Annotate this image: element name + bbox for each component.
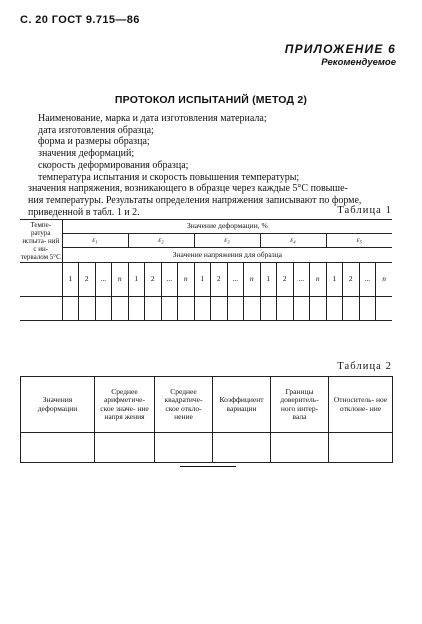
column-relative-deviation: Относитель- ное отклоне- ние [329,377,393,433]
column-variation: Коэффициент вариации [213,377,271,433]
table-cell [343,297,360,321]
deformation-header: Значение деформации, % [62,220,392,234]
sample-cell: 2 [343,263,360,297]
table-cell [21,433,95,463]
sample-cell: ... [293,263,310,297]
sample-cell: ... [227,263,244,297]
body-line: форма и размеры образца; [38,136,150,148]
column-confidence: Границы доверитель- ного интер- вала [271,377,329,433]
temperature-header: Темпе- ратура испыта- ний с ин- тервалом 5°С [20,221,61,261]
table2-data-row [21,433,393,463]
stress-header: Значение напряжения для образца [62,248,392,263]
sample-cell: 2 [79,263,96,297]
table-cell [194,297,211,321]
body-line: значения деформаций; [38,148,135,160]
column-mean: Среднее арифметиче- ское значе- ние напря жения [95,377,155,433]
table-cell [145,297,162,321]
sample-cell: ... [161,263,178,297]
column-std-dev: Среднее квадратиче- ское откло- нение [155,377,213,433]
document-title: ПРОТОКОЛ ИСПЫТАНИЙ (МЕТОД 2) [114,94,308,106]
body-line: скорость деформирования образца; [38,159,189,171]
table2-caption: Таблица 2 [337,361,392,372]
table-cell [95,297,112,321]
sample-cell: n [178,263,195,297]
table-2 [20,376,393,463]
deformation-e2: ε₂ [128,233,194,248]
sample-cell: 1 [128,263,145,297]
table-cell [277,297,294,321]
table-cell [293,297,310,321]
table-cell [260,297,277,321]
table-cell [213,433,271,463]
sample-cell: 2 [145,263,162,297]
page-reference: С. 20 ГОСТ 9.715—86 [20,14,140,26]
sample-cell: ... [95,263,112,297]
body-line: дата изготовления образца; [38,124,154,136]
deformation-e4: ε₄ [260,233,326,248]
sample-cell: 2 [211,263,228,297]
body-line: ния температуры. Результаты определения напряжения записывают по форме, [28,194,362,206]
sample-cell: 1 [62,263,79,297]
protocol-fields [28,113,398,218]
table-cell [155,433,213,463]
table-cell [329,433,393,463]
sample-cell: 1 [326,263,343,297]
table-cell [20,297,62,321]
deformation-e5: ε₅ [326,233,392,248]
sample-cell: n [112,263,129,297]
sample-cell: n [244,263,261,297]
table-cell [359,297,376,321]
sample-cell: 1 [194,263,211,297]
deformation-e1: ε₁ [62,233,128,248]
body-line: приведенной в табл. 1 и 2. [28,206,140,218]
sample-cell: 1 [260,263,277,297]
table1-caption: Таблица 1 [337,205,392,216]
column-deformation: Значения деформации [21,377,95,433]
table-cell [227,297,244,321]
end-rule [180,466,236,467]
table-cell [271,433,329,463]
table-cell [244,297,261,321]
table-cell [128,297,145,321]
table2-header-row [21,377,393,433]
data-row [20,297,392,321]
sample-index-row [20,263,392,297]
body-line: Наименование, марка и дата изготовления материала; [38,113,267,124]
table-cell [310,297,327,321]
table-cell [95,433,155,463]
sample-cell: n [376,263,393,297]
body-line: значения напряжения, возникающего в образце через каждые 5°С повыше- [28,183,348,195]
sample-cell: ... [359,263,376,297]
table-cell [178,297,195,321]
table-cell [376,297,393,321]
table-cell [161,297,178,321]
table-cell [326,297,343,321]
appendix-title: ПРИЛОЖЕНИЕ 6 [284,42,396,56]
deformation-e3: ε₃ [194,233,260,248]
table-cell [211,297,228,321]
table-cell [20,263,62,297]
sample-cell: 2 [277,263,294,297]
appendix-status: Рекомендуемое [321,57,396,68]
table-cell [112,297,129,321]
table-cell [62,297,79,321]
sample-cell: n [310,263,327,297]
body-line: температура испытания и скорость повышения температуры; [38,171,300,183]
table-cell [79,297,96,321]
table-1 [20,219,392,321]
